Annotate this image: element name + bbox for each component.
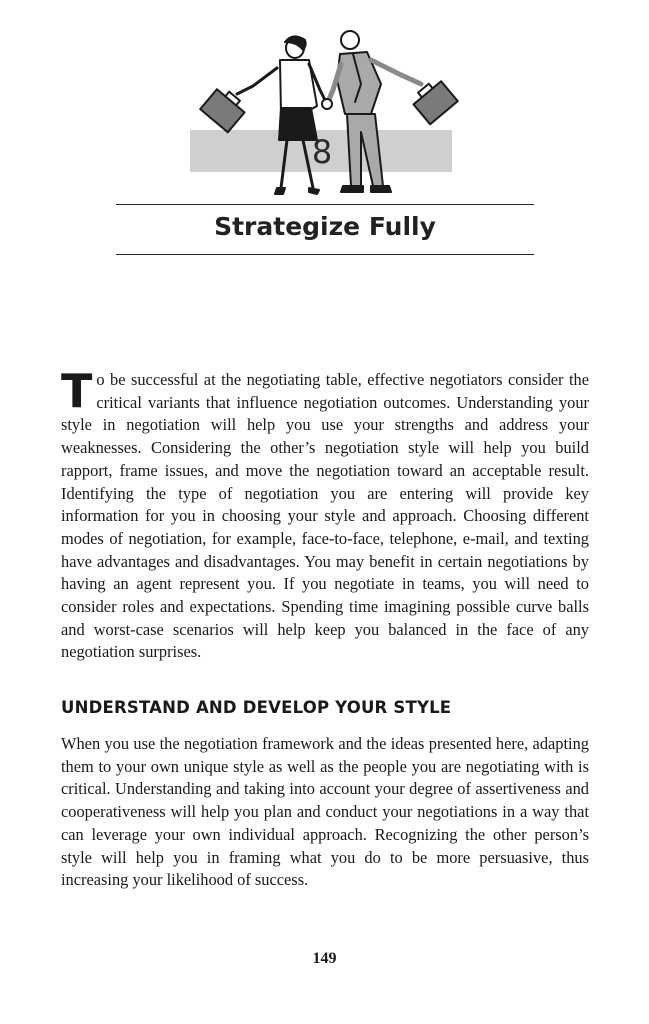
page-number: 149 [312, 950, 337, 967]
chapter-number: 8 [311, 133, 333, 171]
intro-paragraph [61, 364, 589, 664]
section-heading: UNDERSTAND AND DEVELOP YOUR STYLE [61, 698, 452, 717]
intro-text: o be successful at the negotiating table, effective negotiators consider the critical variants that influence negotiation outcomes. Understanding your style in negotiation will help you use your strengths and address your weaknesses. Considering the other’s negotiation style will help you build rapport, frame issues, and move the negotiation toward an acceptable result. Identifying the type of negotiation you are entering will provide key information for you in choosing your style and approach. Choosing different modes of negotiation, for example, face-to-face, telephone, e-mail, and texting have advantages and disadvantages. You may benefit in certain negotiations by having an agent represent you. If you negotiate in teams, you will need to consider roles and expectations. Spending time imagining possible curve balls and worst-case scenarios will help keep you balanced in the face of any negotiation surprises. [61, 370, 589, 662]
handshake-businesspeople-icon [185, 28, 460, 200]
section-paragraph: When you use the negotiation framework and the ideas presented here, adapting them to your own unique style as well as the people you are negotiating with is critical. Understanding and taking into account your degree of assertiveness and cooperativeness will help you plan and conduct your negotiations in a way that can leverage your own individual approach. Recognizing the other person’s style will help you in framing what you do to be more persuasive, thus increasing your likelihood of success. [61, 734, 589, 890]
drop-cap: T [61, 364, 93, 418]
title-rule-bottom [116, 254, 534, 255]
title-rule-top [116, 204, 534, 205]
chapter-title: Strategize Fully [214, 212, 436, 241]
